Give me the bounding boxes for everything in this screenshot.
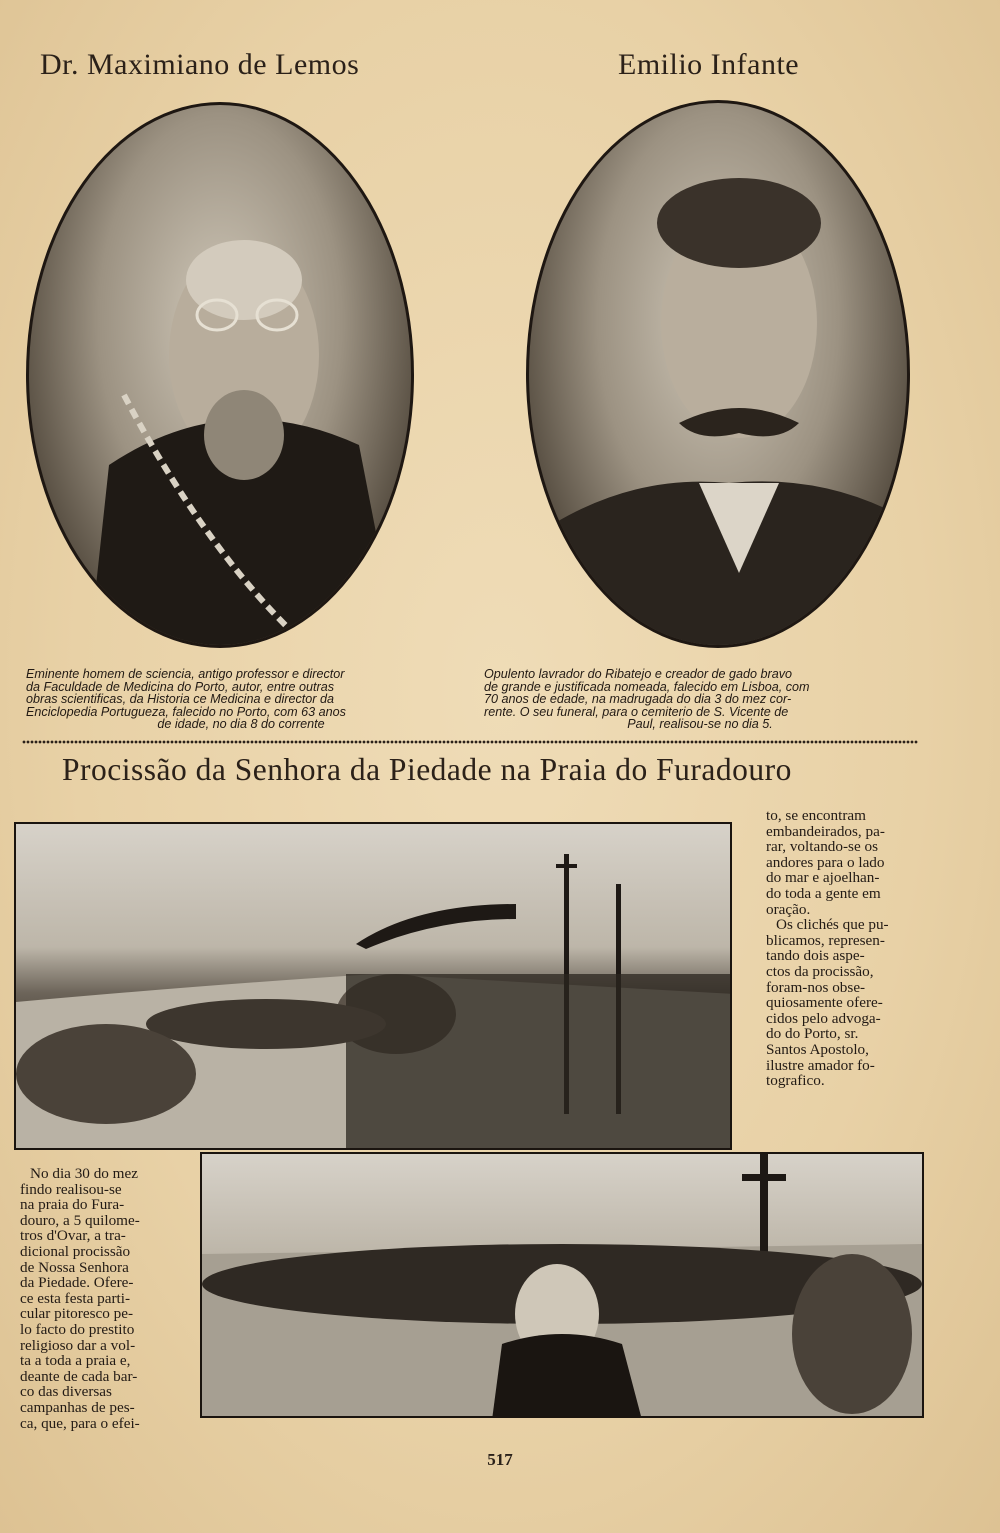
article-line: lo facto do prestito bbox=[20, 1320, 135, 1338]
article-column-left bbox=[20, 1166, 178, 1431]
article-line: do toda a gente em bbox=[766, 884, 881, 902]
article-line: No dia 30 do mez bbox=[30, 1165, 138, 1182]
article-line: ce esta festa parti- bbox=[20, 1289, 131, 1307]
article-line: religioso dar a vol- bbox=[20, 1336, 136, 1354]
article-line: ilustre amador fo- bbox=[766, 1056, 875, 1074]
portrait-title-left: Dr. Maximiano de Lemos bbox=[40, 48, 360, 81]
article-line: rar, voltando-se os bbox=[766, 838, 878, 856]
article-line: co das diversas bbox=[20, 1383, 112, 1401]
dotted-divider bbox=[22, 740, 918, 744]
article-line: andores para o lado bbox=[766, 853, 885, 871]
procession-photo-bottom bbox=[200, 1152, 924, 1418]
article-line: douro, a 5 quilome- bbox=[20, 1211, 140, 1229]
article-line: oração. bbox=[766, 900, 811, 918]
article-line: da Piedade. Ofere- bbox=[20, 1274, 134, 1292]
procession-scene-bottom bbox=[202, 1154, 924, 1418]
caption-left-line: Enciclopedia Portugueza, falecido no Porto, com 63 anos bbox=[26, 704, 346, 719]
article-line: quiosamente ofere- bbox=[766, 994, 883, 1012]
article-line: cular pitoresco pe- bbox=[20, 1305, 134, 1323]
article-line: Santos Apostolo, bbox=[766, 1040, 869, 1058]
article-line: Os clichés que pu- bbox=[776, 916, 889, 934]
article-line: do mar e ajoelhan- bbox=[766, 869, 880, 887]
portrait-figure-right bbox=[529, 103, 910, 648]
article-line: blicamos, represen- bbox=[766, 931, 885, 949]
portrait-photo-right bbox=[526, 100, 910, 648]
caption-right-line: rente. O seu funeral, para o cemiterio de S. Vicente de bbox=[484, 704, 789, 719]
article-column-right bbox=[766, 808, 924, 1089]
article-line: tografico. bbox=[766, 1072, 825, 1090]
procession-photo-top bbox=[14, 822, 732, 1150]
caption-right bbox=[484, 668, 916, 731]
article-line: foram-nos obse- bbox=[766, 978, 866, 996]
article-line: findo realisou-se bbox=[20, 1180, 122, 1198]
caption-right-line: Paul, realisou-se no dia 5. bbox=[627, 717, 773, 732]
caption-right-line: 70 anos de edade, na madrugada do dia 3 do mez cor- bbox=[484, 692, 792, 707]
portrait-photo-left bbox=[26, 102, 414, 648]
portrait-title-right: Emilio Infante bbox=[618, 48, 800, 81]
portrait-figure-left bbox=[29, 105, 414, 648]
article-line: cidos pelo advoga- bbox=[766, 1009, 881, 1027]
article-line: tros d'Ovar, a tra- bbox=[20, 1227, 126, 1245]
article-line: deante de cada bar- bbox=[20, 1367, 138, 1385]
article-line: embandeirados, pa- bbox=[766, 822, 885, 840]
article-line: to, se encontram bbox=[766, 807, 866, 824]
article-line: de Nossa Senhora bbox=[20, 1258, 129, 1276]
procession-scene-top bbox=[16, 824, 732, 1150]
caption-left-line: de idade, no dia 8 do corrente bbox=[157, 717, 325, 732]
article-line: tando dois aspe- bbox=[766, 947, 865, 965]
caption-left bbox=[26, 668, 456, 731]
article-line: ctos da procissão, bbox=[766, 962, 874, 980]
caption-left-line: da Faculdade de Medicina do Porto, autor, entre outras bbox=[26, 679, 335, 694]
page-number: 517 bbox=[487, 1450, 513, 1469]
article-line: na praia do Fura- bbox=[20, 1196, 125, 1214]
article-line: do do Porto, sr. bbox=[766, 1025, 859, 1043]
article-line: campanhas de pes- bbox=[20, 1398, 135, 1416]
article-line: ca, que, para o efei- bbox=[20, 1414, 140, 1432]
caption-right-line: de grande e justificada nomeada, falecido em Lisboa, com bbox=[484, 679, 810, 694]
caption-left-line: obras scientificas, da Historia ce Medicina e director da bbox=[26, 692, 334, 707]
article-line: ta a toda a praia e, bbox=[20, 1352, 131, 1370]
headline: Procissão da Senhora da Piedade na Praia do Furadouro bbox=[62, 752, 792, 787]
article-line: dicional procissão bbox=[20, 1242, 131, 1260]
caption-right-line: Opulento lavrador do Ribatejo e creador de gado bravo bbox=[484, 667, 793, 681]
caption-left-line: Eminente homem de sciencia, antigo professor e director bbox=[26, 667, 345, 681]
